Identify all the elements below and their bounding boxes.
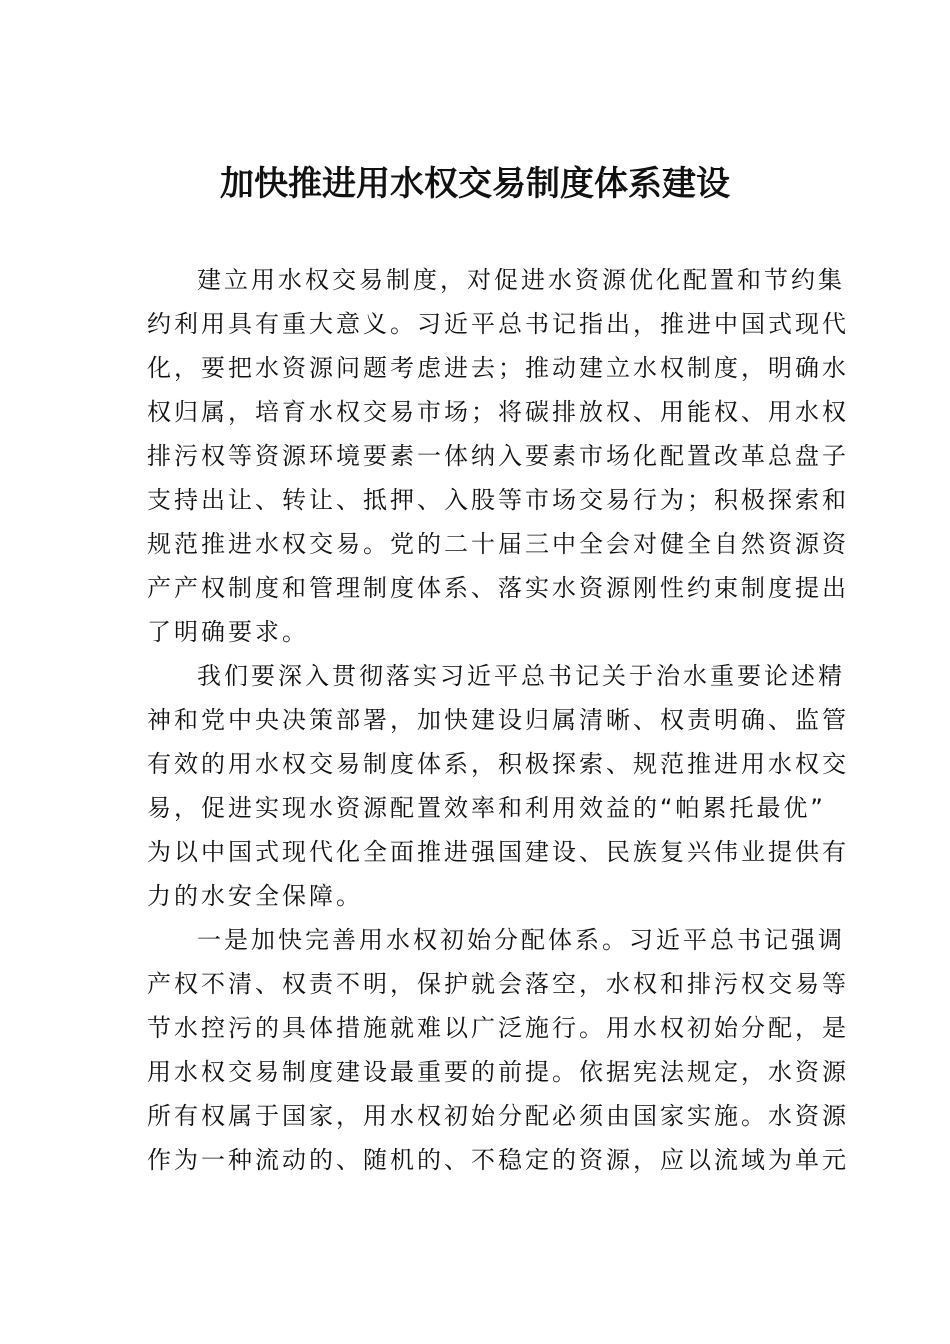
paragraph-line: 神和党中央决策部署，加快建设归属清晰、权责明确、监管 <box>147 706 849 734</box>
paragraph-line: 支持出让、转让、抵押、入股等市场交易行为；积极探索和 <box>147 486 849 514</box>
paragraph-line: 有效的用水权交易制度体系，积极探索、规范推进用水权交 <box>147 750 849 778</box>
paragraph-line: 化，要把水资源问题考虑进去；推动建立水权制度，明确水 <box>147 354 849 382</box>
paragraph-line: 作为一种流动的、随机的、不稳定的资源，应以流域为单元 <box>147 1146 849 1174</box>
paragraph-line: 产权不清、权责不明，保护就会落空，水权和排污权交易等 <box>147 970 849 998</box>
paragraph-line: 所有权属于国家，用水权初始分配必须由国家实施。水资源 <box>147 1102 849 1130</box>
paragraph-1 <box>147 258 849 654</box>
paragraph-line: 用水权交易制度建设最重要的前提。依据宪法规定，水资源 <box>147 1058 849 1086</box>
paragraph-line: 规范推进水权交易。党的二十届三中全会对健全自然资源资 <box>147 530 849 558</box>
paragraph-line: 易，促进实现水资源配置效率和利用效益的“帕累托最优” <box>147 794 826 822</box>
paragraph-2 <box>147 654 849 918</box>
paragraph-line: 权归属，培育水权交易市场；将碳排放权、用能权、用水权 <box>147 398 849 426</box>
paragraph-line: 约利用具有重大意义。习近平总书记指出，推进中国式现代 <box>147 310 849 338</box>
paragraph-line: 力的水安全保障。 <box>147 882 363 910</box>
document-title: 加快推进用水权交易制度体系建设 <box>220 164 730 204</box>
paragraph-line: 为以中国式现代化全面推进强国建设、民族复兴伟业提供有 <box>147 838 849 866</box>
paragraph-line: 了明确要求。 <box>147 618 309 646</box>
paragraph-line: 产产权制度和管理制度体系、落实水资源刚性约束制度提出 <box>147 574 849 602</box>
document-body <box>147 258 849 1182</box>
paragraph-line: 建立用水权交易制度，对促进水资源优化配置和节约集 <box>197 266 845 294</box>
paragraph-line: 我们要深入贯彻落实习近平总书记关于治水重要论述精 <box>197 662 845 690</box>
paragraph-line: 一是加快完善用水权初始分配体系。习近平总书记强调 <box>197 926 845 954</box>
paragraph-line: 节水控污的具体措施就难以广泛施行。用水权初始分配，是 <box>147 1014 849 1042</box>
paragraph-3 <box>147 918 849 1182</box>
paragraph-line: 排污权等资源环境要素一体纳入要素市场化配置改革总盘子 <box>147 442 849 470</box>
